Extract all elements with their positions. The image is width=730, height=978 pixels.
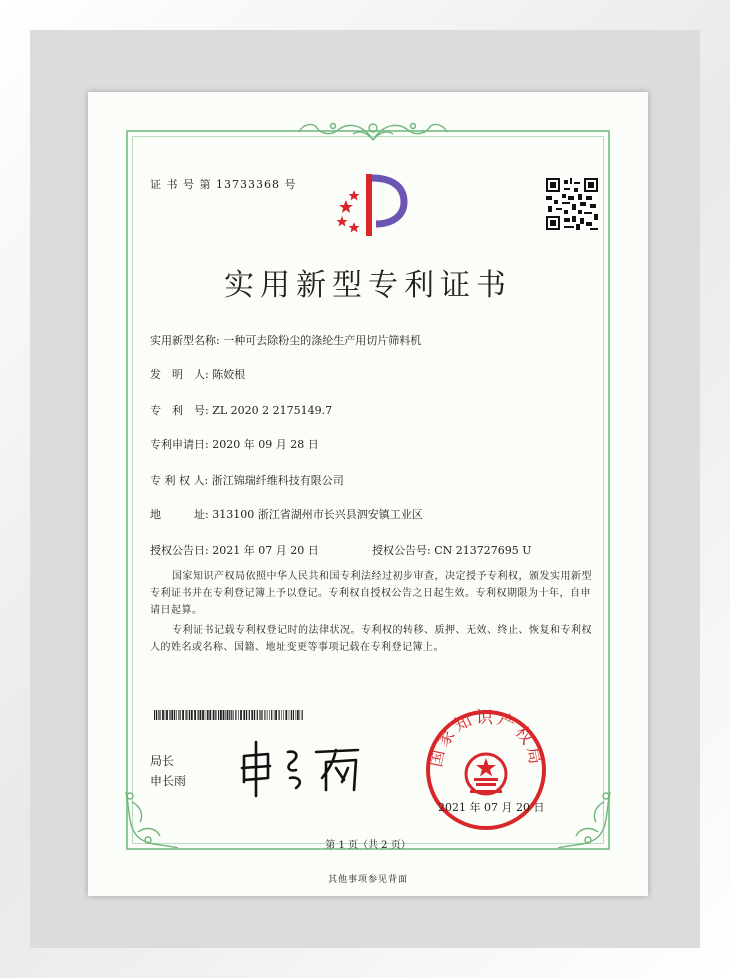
handwritten-signature-icon (238, 738, 378, 798)
grant-number-value: CN 213727695 U (434, 544, 532, 557)
signatory-title: 局长 (150, 754, 175, 768)
address-row (150, 506, 423, 522)
certificate-paper (88, 92, 648, 896)
patentee-label: 专 利 权 人: (150, 474, 209, 487)
inventor-label: 发 明 人: (150, 368, 209, 381)
grant-date-value: 2021 年 07 月 20 日 (212, 544, 319, 557)
footer-note: 其他事项参见背面 (327, 875, 408, 885)
barcode-icon (154, 710, 304, 720)
legal-status-paragraph: 专利证书记载专利权登记时的法律状况。专利权的转移、质押、无效、终止、恢复和专利权人的姓名或名称、国籍、地址变更等事项记载在专利登记簿上。 (150, 625, 592, 653)
utility-model-name-label: 实用新型名称: (150, 334, 220, 347)
qr-code-icon (546, 178, 598, 230)
patent-number-row (150, 402, 332, 418)
top-ornament-icon (293, 118, 453, 144)
grant-number-row (372, 542, 532, 558)
patentee-value: 浙江锦瑞纤维科技有限公司 (211, 474, 344, 487)
seal-date: 2021 年 07 月 20 日 (438, 801, 545, 814)
inventor-row (150, 366, 245, 382)
inventor-value: 陈姣根 (212, 368, 246, 381)
filing-date-row (150, 436, 319, 452)
patent-number-value: ZL 2020 2 2175149.7 (212, 404, 333, 417)
grant-number-label: 授权公告号: (372, 544, 431, 557)
certificate-title: 实用新型专利证书 (224, 268, 512, 303)
certificate-number: 证 书 号 第 13733368 号 (150, 178, 297, 191)
grant-date-row (150, 542, 319, 558)
page-number: 第 1 页（共 2 页） (325, 840, 411, 851)
signatory-name: 申长雨 (150, 774, 187, 788)
address-value: 313100 浙江省湖州市长兴县泗安镇工业区 (212, 508, 423, 521)
grant-date-label: 授权公告日: (150, 544, 209, 557)
filing-date-label: 专利申请日: (150, 438, 209, 451)
utility-model-name-row (150, 332, 421, 348)
seal-text: 国家知识产权局 (426, 708, 546, 769)
grant-statement-paragraph: 国家知识产权局依照中华人民共和国专利法经过初步审查，决定授予专利权，颁发实用新型专利证书并在专利登记簿上予以登记。专利权自授权公告之日起生效。专利权期限为十年，自申请日起算。 (150, 571, 592, 616)
filing-date-value: 2020 年 09 月 28 日 (212, 438, 319, 451)
patentee-row (150, 472, 344, 488)
patent-number-label: 专 利 号: (150, 404, 209, 417)
utility-model-name-value: 一种可去除粉尘的涤纶生产用切片筛料机 (223, 334, 422, 347)
patent-office-logo-icon (332, 170, 412, 240)
address-label: 地 址: (150, 508, 209, 521)
